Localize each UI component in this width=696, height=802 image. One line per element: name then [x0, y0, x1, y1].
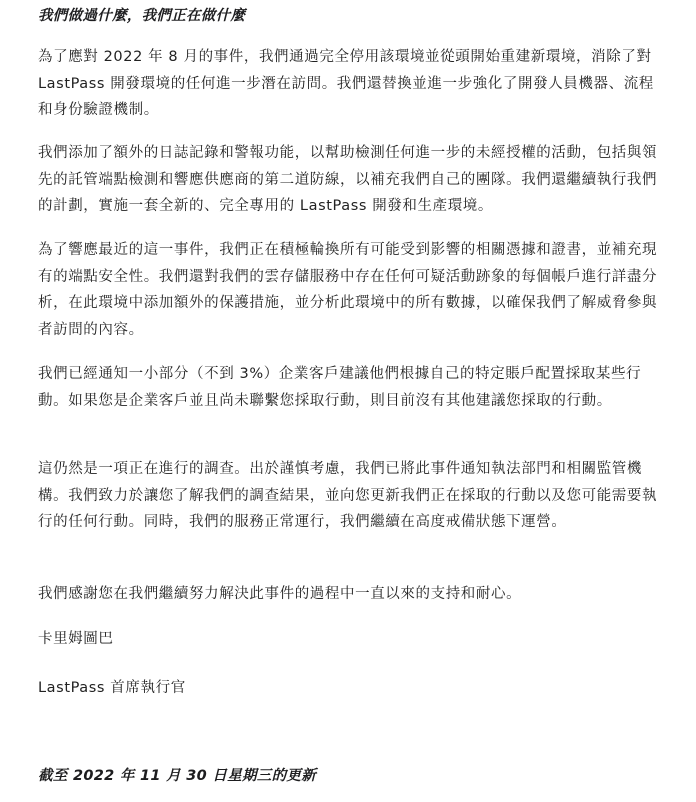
section-heading: 我們做過什麼，我們正在做什麼	[38, 8, 246, 24]
paragraph-credential-rotation: 為了響應最近的這一事件，我們正在積極輪換所有可能受到影響的相關憑據和證書，並補充現有的端點安全性。我們還對我們的雲存儲服務中存在任何可疑活動跡象的每個帳戶進行詳盡分析，在此環境中添加額外的保護措施，並分析此環境中的所有數據，以確保我們了解威脅參與者訪問的內容。	[38, 242, 658, 338]
signature-name: 卡里姆圖巴	[38, 631, 114, 647]
paragraph-investigation: 這仍然是一項正在進行的調查。出於謹慎考慮，我們已將此事件通知執法部門和相關監管機構。我們致力於讓您了解我們的調查結果，並向您更新我們正在採取的行動以及您可能需要執行的任何行動。同時，我們的服務正常運行，我們繼續在高度戒備狀態下運營。	[38, 461, 658, 530]
update-heading: 截至 2022 年 11 月 30 日星期三的更新	[38, 768, 317, 784]
paragraph-logging-alerting: 我們添加了額外的日誌記錄和警報功能，以幫助檢測任何進一步的未經授權的活動，包括與領先的託管端點檢測和響應供應商的第二道防線，以補充我們自己的團隊。我們還繼續執行我們的計劃，實施一套全新的、完全專用的 LastPass 開發和生產環境。	[38, 145, 658, 214]
paragraph-enterprise-customers: 我們已經通知一小部分（不到 3%）企業客戶建議他們根據自己的特定賬戶配置採取某些行動。如果您是企業客戶並且尚未聯繫您採取行動，則目前沒有其他建議您採取的行動。	[38, 366, 642, 409]
signature-title: LastPass 首席執行官	[38, 680, 186, 696]
paragraph-thanks: 我們感謝您在我們繼續努力解決此事件的過程中一直以來的支持和耐心。	[38, 586, 522, 602]
paragraph-incident-response: 為了應對 2022 年 8 月的事件，我們通過完全停用該環境並從頭開始重建新環境，消除了對 LastPass 開發環境的任何進一步潛在訪問。我們還替換並進一步強化了開發人員機器、流程和身份驗證機制。	[38, 49, 654, 118]
